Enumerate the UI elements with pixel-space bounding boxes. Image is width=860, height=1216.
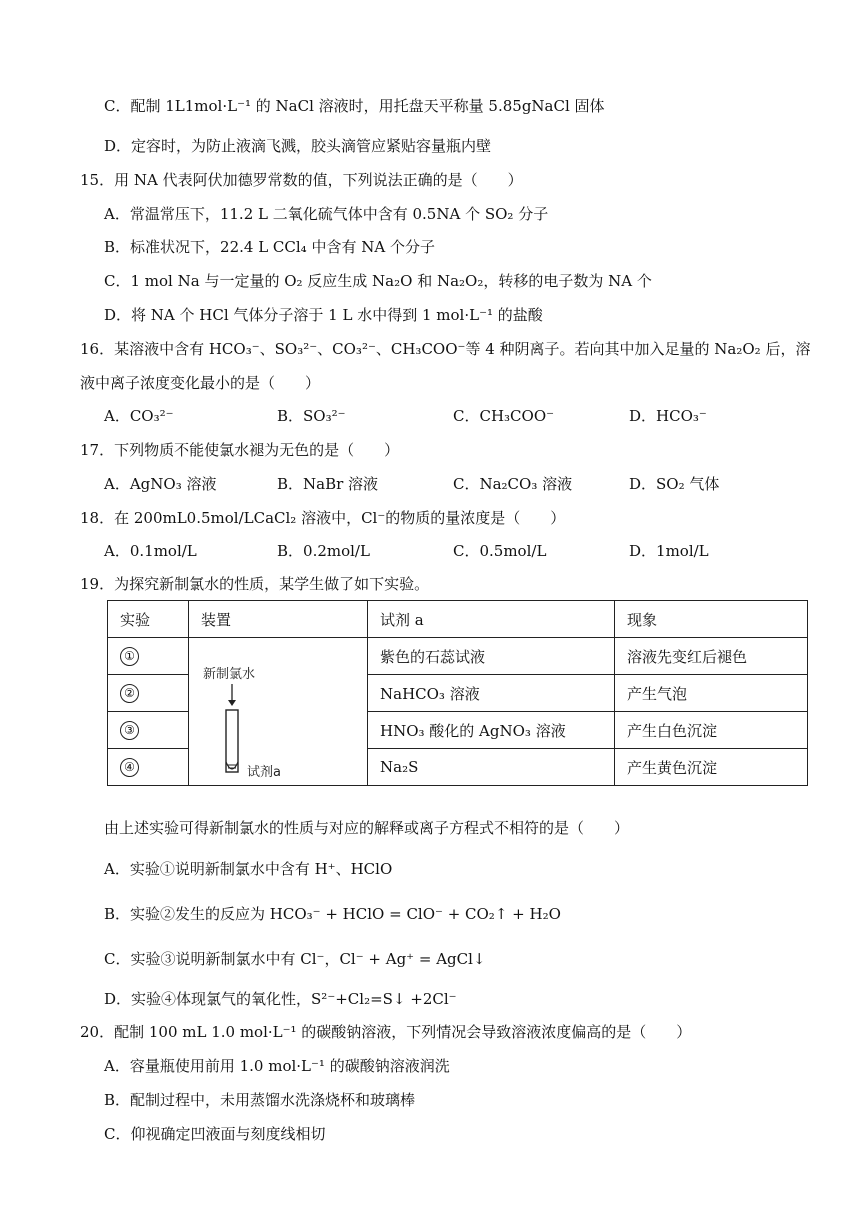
table-header-row xyxy=(108,601,808,638)
q14-option-c: C．配制 1L1mol·L⁻¹ 的 NaCl 溶液时，用托盘天平称量 5.85gNaCl 固体 xyxy=(104,97,605,115)
q15-option-d: D．将 NA 个 HCl 气体分子溶于 1 L 水中得到 1 mol·L⁻¹ 的盐酸 xyxy=(104,306,543,324)
q19-question: 由上述实验可得新制氯水的性质与对应的解释或离子方程式不相符的是（ ） xyxy=(104,819,630,837)
q15-option-a: A．常温常压下，11.2 L 二氧化硫气体中含有 0.5NA 个 SO₂ 分子 xyxy=(104,205,549,223)
q18-option-c: C．0.5mol/L xyxy=(453,542,547,560)
reagent-cell: NaHCO₃ 溶液 xyxy=(368,675,615,712)
q18-option-d: D．1mol/L xyxy=(629,542,709,560)
q19-option-b: B．实验②发生的反应为 HCO₃⁻ + HClO = ClO⁻ + CO₂↑ + H₂O xyxy=(104,905,561,923)
q16-option-a: A．CO₃²⁻ xyxy=(104,407,174,425)
q18-stem: 18．在 200mL0.5mol/LCaCl₂ 溶液中，Cl⁻的物质的量浓度是（ ） xyxy=(80,509,566,527)
q15-stem: 15．用 NA 代表阿伏加德罗常数的值，下列说法正确的是（ ） xyxy=(80,171,523,189)
test-tube-diagram xyxy=(189,638,369,810)
header-apparatus: 装置 xyxy=(189,601,368,638)
phenomenon-cell: 溶液先变红后褪色 xyxy=(615,638,808,675)
apparatus-cell xyxy=(189,638,368,786)
q15-option-c: C．1 mol Na 与一定量的 O₂ 反应生成 Na₂O 和 Na₂O₂，转移的电子数为 NA 个 xyxy=(104,272,652,290)
q16-option-d: D．HCO₃⁻ xyxy=(629,407,707,425)
q17-option-b: B．NaBr 溶液 xyxy=(277,475,379,493)
phenomenon-cell: 产生白色沉淀 xyxy=(615,712,808,749)
table-row xyxy=(108,638,808,675)
q20-option-c: C．仰视确定凹液面与刻度线相切 xyxy=(104,1125,326,1143)
q18-option-b: B．0.2mol/L xyxy=(277,542,370,560)
q17-option-a: A．AgNO₃ 溶液 xyxy=(104,475,217,493)
experiment-number: ④ xyxy=(120,758,139,777)
q20-option-a: A．容量瓶使用前用 1.0 mol·L⁻¹ 的碳酸钠溶液润洗 xyxy=(104,1057,450,1075)
header-reagent: 试剂 a xyxy=(368,601,615,638)
q19-stem: 19．为探究新制氯水的性质，某学生做了如下实验。 xyxy=(80,575,430,593)
reagent-cell: Na₂S xyxy=(368,749,615,786)
q17-option-c: C．Na₂CO₃ 溶液 xyxy=(453,475,573,493)
reagent-cell: HNO₃ 酸化的 AgNO₃ 溶液 xyxy=(368,712,615,749)
experiment-number: ③ xyxy=(120,721,139,740)
q16-option-b: B．SO₃²⁻ xyxy=(277,407,346,425)
header-phenomenon: 现象 xyxy=(615,601,808,638)
phenomenon-cell: 产生黄色沉淀 xyxy=(615,749,808,786)
apparatus-top-label: 新制氯水 xyxy=(203,667,256,682)
header-experiment: 实验 xyxy=(108,601,189,638)
q16-stem: 16．某溶液中含有 HCO₃⁻、SO₃²⁻、CO₃²⁻、CH₃COO⁻等 4 种阴离子。若向其中加入足量的 Na₂O₂ 后，溶 xyxy=(80,340,811,358)
q14-option-d: D．定容时，为防止液滴飞溅，胶头滴管应紧贴容量瓶内壁 xyxy=(104,137,492,155)
q19-option-a: A．实验①说明新制氯水中含有 H⁺、HClO xyxy=(104,860,393,878)
reagent-cell: 紫色的石蕊试液 xyxy=(368,638,615,675)
q18-option-a: A．0.1mol/L xyxy=(104,542,197,560)
q15-option-b: B．标准状况下，22.4 L CCl₄ 中含有 NA 个分子 xyxy=(104,238,435,256)
q16-option-c: C．CH₃COO⁻ xyxy=(453,407,555,425)
experiment-number: ② xyxy=(120,684,139,703)
experiment-table xyxy=(107,600,808,786)
apparatus-bottom-label: 试剂a xyxy=(247,765,281,780)
q17-option-d: D．SO₂ 气体 xyxy=(629,475,720,493)
experiment-number: ① xyxy=(120,647,139,666)
phenomenon-cell: 产生气泡 xyxy=(615,675,808,712)
q19-option-d: D．实验④体现氯气的氧化性，S²⁻+Cl₂=S↓ +2Cl⁻ xyxy=(104,990,457,1008)
q20-option-b: B．配制过程中，未用蒸馏水洗涤烧杯和玻璃棒 xyxy=(104,1091,416,1109)
q17-stem: 17．下列物质不能使氯水褪为无色的是（ ） xyxy=(80,441,400,459)
q19-option-c: C．实验③说明新制氯水中有 Cl⁻，Cl⁻ + Ag⁺ = AgCl↓ xyxy=(104,950,486,968)
q20-stem: 20．配制 100 mL 1.0 mol·L⁻¹ 的碳酸钠溶液，下列情况会导致溶液浓度偏高的是（ ） xyxy=(80,1023,692,1041)
q16-stem-cont: 液中离子浓度变化最小的是（ ） xyxy=(80,374,321,392)
